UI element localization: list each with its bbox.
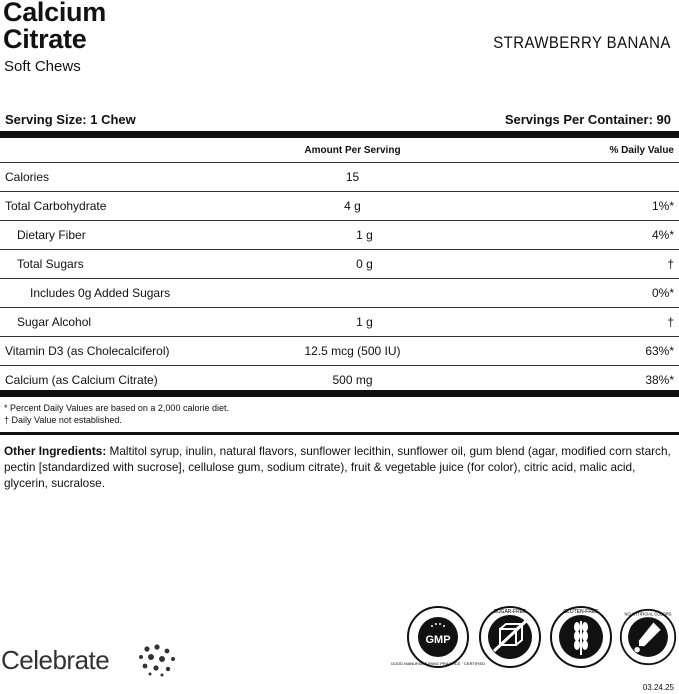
nutrition-table <box>0 138 679 394</box>
serving-info <box>5 112 671 127</box>
ingredients-text: Maltitol syrup, inulin, natural flavors, sunflower lecithin, sunflower oil, gum blend (agar, modified corn starch, pectin [standardized with sucrose], cellulose gum, sodium citrate), fruit & vegetable juice (for color), citric acid, malic acid, glycerin, sucralose. <box>4 444 671 490</box>
nutrient-dv: 0%* <box>651 286 674 300</box>
footnotes <box>4 402 229 426</box>
ingredients-rule <box>0 432 679 435</box>
nutrient-name: Calcium (as Calcium Citrate) <box>5 373 158 387</box>
gmp-badge-icon <box>390 605 486 669</box>
table-row <box>0 279 679 308</box>
table-header <box>0 138 679 163</box>
nutrient-name: Sugar Alcohol <box>17 315 92 329</box>
print-date: 03.24.25 <box>642 683 674 692</box>
nutrient-dv: 4%* <box>651 228 674 242</box>
footnote-dagger: † Daily Value not established. <box>4 415 122 425</box>
nutrient-name: Total Sugars <box>17 257 84 271</box>
nutrient-dv: † <box>667 257 674 271</box>
nutrient-amount: 0 g <box>356 257 373 271</box>
nutrient-name: Total Carbohydrate <box>5 199 107 213</box>
flavor-label: STRAWBERRY BANANA <box>493 33 671 52</box>
gluten-free-badge-icon <box>549 605 613 669</box>
no-artificial-colors-badge-icon <box>619 608 677 666</box>
nutrient-dv: 38%* <box>645 373 674 387</box>
top-rule <box>0 131 679 138</box>
header-amount: Amount Per Serving <box>304 144 401 156</box>
brand-dots-icon <box>135 643 179 677</box>
product-subtitle: Soft Chews <box>4 58 81 75</box>
table-row <box>0 250 679 279</box>
table-row <box>0 221 679 250</box>
nutrient-amount: 1 g <box>356 315 373 329</box>
gluten-free-text: GLUTEN-FREE <box>563 609 599 615</box>
table-row <box>0 308 679 337</box>
nutrient-name: Calories <box>5 170 50 184</box>
product-title-line1: Calcium <box>3 0 106 27</box>
nutrient-amount: 4 g <box>344 199 361 213</box>
nutrient-dv: † <box>667 315 674 329</box>
sugar-free-badge-icon <box>478 605 542 669</box>
servings-per-container: Servings Per Container: 90 <box>504 112 671 127</box>
footnote-dv: * Percent Daily Values are based on a 2,000 calorie diet. <box>4 403 229 413</box>
nutrient-dv: 1%* <box>651 199 674 213</box>
table-row <box>0 337 679 366</box>
nutrient-name: Vitamin D3 (as Cholecalciferol) <box>5 344 170 358</box>
table-row <box>0 163 679 192</box>
product-title <box>3 0 106 53</box>
table-row <box>0 192 679 221</box>
nutrient-name: Includes 0g Added Sugars <box>30 286 171 300</box>
gmp-text: GMP <box>425 634 451 646</box>
brand-logo: Celebrate <box>1 645 110 675</box>
bottom-rule <box>0 390 679 397</box>
header-dv: % Daily Value <box>609 144 674 156</box>
no-colors-text: NO ARTIFICIAL COLORS <box>624 611 672 617</box>
nutrient-amount: 15 <box>345 170 360 184</box>
sugar-free-text: SUGAR-FREE <box>493 609 527 615</box>
nutrient-name: Dietary Fiber <box>17 228 86 242</box>
product-title-line2: Citrate <box>3 24 87 54</box>
nutrient-amount: 12.5 mcg (500 IU) <box>304 344 401 358</box>
gmp-ring-text: GOOD MANUFACTURING PRACTICE · CERTIFIED <box>390 661 486 666</box>
nutrient-dv: 63%* <box>645 344 674 358</box>
serving-size: Serving Size: 1 Chew <box>5 112 136 127</box>
nutrient-amount: 500 mg <box>332 373 373 387</box>
nutrient-amount: 1 g <box>356 228 373 242</box>
other-ingredients <box>4 443 673 491</box>
ingredients-label: Other Ingredients: <box>4 444 107 458</box>
